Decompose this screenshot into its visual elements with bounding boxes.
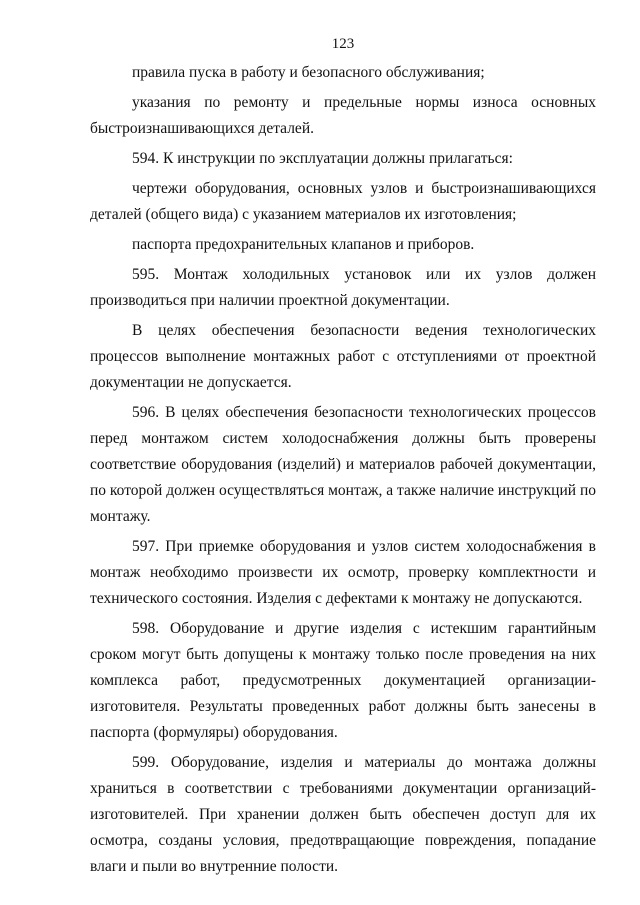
paragraph-594: 594. К инструкции по эксплуатации должны прилагаться: (132, 150, 513, 167)
paragraph-596: 596. В целях обеспечения безопасности технологических процессов перед монтажом систем холодоснабжения должны быть проверены соответствие оборудования (изделий) и материалов рабочей документации, по которой должен осуществляться монтаж, а также наличие инструкций по монтажу. (90, 404, 596, 525)
paragraph-598: 598. Оборудование и другие изделия с истекшим гарантийным сроком могут быть допущены к монтажу только после проведения на них комплекса работ, предусмотренных документацией организации-изготовителя. Результаты проведенных работ должны быть занесены в паспорта (формуляры) оборудования. (90, 620, 596, 741)
page-number: 123 (331, 36, 355, 52)
paragraph-repair-instructions: указания по ремонту и предельные нормы износа основных быстроизнашивающихся деталей. (90, 94, 596, 137)
paragraph-599: 599. Оборудование, изделия и материалы до монтажа должны храниться в соответствии с требованиями документации организаций-изготовителей. При хранении должен быть обеспечен доступ для их осмотра, созданы условия, предотвращающие повреждения, попадание влаги и пыли во внутренние полости. (90, 754, 596, 875)
paragraph-start-rules: правила пуска в работу и безопасного обслуживания; (132, 64, 485, 81)
paragraph-595: 595. Монтаж холодильных установок или их узлов должен производиться при наличии проектной документации. (90, 266, 596, 309)
document-page (90, 34, 596, 884)
paragraph-597: 597. При приемке оборудования и узлов систем холодоснабжения в монтаж необходимо произвести их осмотр, проверку комплектности и технического состояния. Изделия с дефектами к монтажу не допускаются. (90, 538, 596, 607)
paragraph-drawings: чертежи оборудования, основных узлов и быстроизнашивающихся деталей (общего вида) с указанием материалов их изготовления; (90, 180, 596, 223)
paragraph-passports: паспорта предохранительных клапанов и приборов. (132, 236, 475, 253)
paragraph-safety-deviations: В целях обеспечения безопасности ведения технологических процессов выполнение монтажных работ с отступлениями от проектной документации не допускается. (90, 322, 596, 391)
